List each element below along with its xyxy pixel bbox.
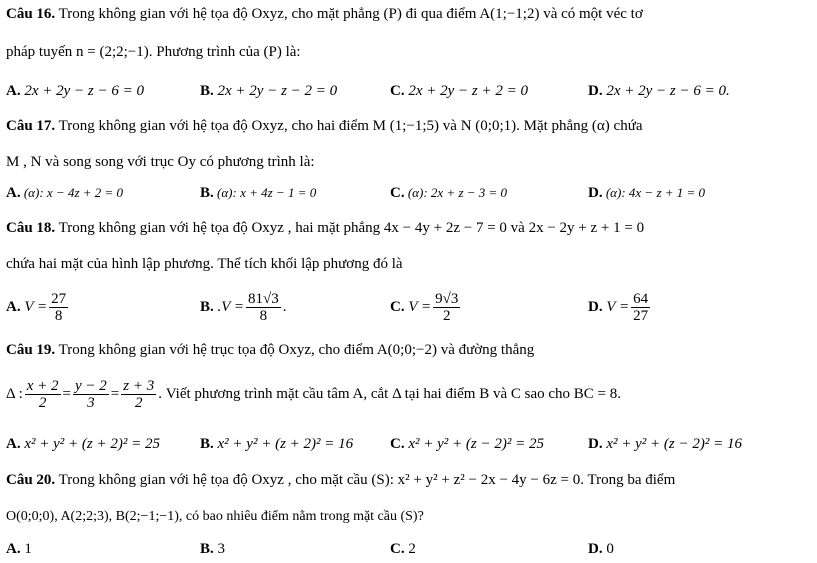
numerator: x + 2 [26,378,59,395]
denominator: 3 [87,395,95,412]
numerator: 81√3 [248,291,279,308]
option-letter: A. [6,185,21,201]
option-suffix: . [282,299,287,315]
q16-label: Câu 16. [6,6,56,22]
option-prefix: .V = [217,299,245,315]
option-text: 3 [217,541,226,557]
option-text: (α): x − 4z + 2 = 0 [23,185,124,200]
fraction [433,291,460,324]
q20-option-b[interactable] [200,539,225,559]
q17-text1: Trong không gian với hệ tọa độ Oxyz, cho hai điểm M (1;−1;5) và N (0;0;1). Mặt phẳng (α) chứa [58,118,643,134]
q16-option-a[interactable] [6,81,144,101]
option-prefix: V = [408,299,432,315]
option-text: 2x + 2y − z − 6 = 0 [24,83,144,99]
q17-option-a[interactable] [6,183,123,203]
q18-text1: Trong không gian với hệ tọa độ Oxyz , hai mặt phẳng 4x − 4y + 2z − 7 = 0 và 2x − 2y + z + 1 = 0 [58,220,645,236]
q16-text1: Trong không gian với hệ tọa độ Oxyz, cho mặt phẳng (P) đi qua điểm A(1;−1;2) và có một véc tơ [58,6,643,22]
q16-option-d[interactable] [588,81,730,101]
option-letter: C. [390,299,405,315]
q17-option-d[interactable] [588,183,705,203]
option-text: 2x + 2y − z − 2 = 0 [217,83,338,99]
q16-text2: pháp tuyến n = (2;2;−1). Phương trình của (P) là: [6,44,301,60]
q17-label: Câu 17. [6,118,56,134]
denominator: 2 [442,308,451,325]
option-letter: A. [6,436,21,452]
option-text: (α): 2x + z − 3 = 0 [407,185,508,200]
q20-line1 [6,470,811,490]
option-text: x² + y² + (z + 2)² = 16 [217,436,354,452]
q19-text1: Trong không gian với hệ trục tọa độ Oxyz, cho điểm A(0;0;−2) và đường thẳng [58,342,535,358]
delta-label: Δ : [6,386,23,402]
equals-sign: = [110,386,120,402]
denominator: 8 [54,308,63,325]
denominator: 2 [38,395,47,412]
option-prefix: V = [606,299,630,315]
option-text: x² + y² + (z − 2)² = 25 [408,436,544,452]
fraction-x [25,378,61,411]
option-letter: D. [588,83,603,99]
option-letter: C. [390,83,405,99]
q20-label: Câu 20. [6,472,56,488]
q16-option-c[interactable] [390,81,528,101]
option-letter: C. [390,185,405,201]
option-letter: A. [6,299,21,315]
q19-text2: . Viết phương trình mặt cầu tâm A, cắt Δ tại hai điểm B và C sao cho BC = 8. [158,386,621,402]
q20-line2 [6,507,811,527]
denominator: 27 [633,308,649,325]
numerator: 27 [51,291,67,308]
q19-label: Câu 19. [6,342,56,358]
option-text: (α): 4x − z + 1 = 0 [605,185,706,200]
option-letter: D. [588,185,603,201]
option-letter: C. [390,436,405,452]
option-letter: B. [200,436,214,452]
numerator: 9√3 [435,291,459,308]
q18-option-a[interactable] [6,287,70,327]
option-text: x² + y² + (z + 2)² = 25 [24,436,160,452]
option-letter: D. [588,299,603,315]
option-letter: A. [6,83,21,99]
numerator: y − 2 [75,378,107,395]
q20-option-c[interactable] [390,539,416,559]
q19-line1 [6,340,811,360]
q19-option-a[interactable] [6,434,160,454]
q18-option-c[interactable] [390,287,462,327]
q16-line2 [6,42,811,62]
option-letter: D. [588,436,603,452]
q16-line1 [6,4,811,24]
option-text: (α): x + 4z − 1 = 0 [217,185,317,200]
option-letter: B. [200,83,214,99]
q19-option-d[interactable] [588,434,742,454]
denominator: 8 [259,308,268,325]
q18-option-b[interactable] [200,287,287,327]
q17-option-b[interactable] [200,183,316,203]
q19-option-c[interactable] [390,434,544,454]
option-letter: D. [588,541,603,557]
denominator: 2 [134,395,143,412]
option-prefix: V = [24,299,48,315]
fraction [49,291,68,324]
q17-option-c[interactable] [390,183,507,203]
q19-option-b[interactable] [200,434,353,454]
option-text: 2x + 2y − z − 6 = 0. [606,83,730,99]
option-text: 2 [408,541,416,557]
fraction [246,291,281,324]
fraction [631,291,650,324]
q20-option-a[interactable] [6,539,32,559]
option-text: 2x + 2y − z + 2 = 0 [408,83,528,99]
fraction-y [73,378,109,411]
q18-line1 [6,218,811,238]
option-text: 0 [606,541,614,557]
numerator: 64 [633,291,649,308]
option-letter: B. [200,299,214,315]
equals-sign: = [62,386,71,402]
q17-line2 [6,152,811,172]
q18-option-d[interactable] [588,287,652,327]
option-text: x² + y² + (z − 2)² = 16 [606,436,742,452]
q16-option-b[interactable] [200,81,337,101]
fraction-z [121,378,156,411]
numerator: z + 3 [123,378,155,395]
option-text: 1 [24,541,32,557]
q17-text2: M , N và song song với trục Oy có phương trình là: [6,154,315,170]
option-letter: A. [6,541,21,557]
q19-line2 [6,374,811,414]
option-letter: B. [200,541,214,557]
option-letter: C. [390,541,405,557]
q20-option-d[interactable] [588,539,614,559]
q20-text1: Trong không gian với hệ tọa độ Oxyz , cho mặt cầu (S): x² + y² + z² − 2x − 4y − 6z = 0. Trong ba điểm [58,472,676,488]
q18-text2: chứa hai mặt của hình lập phương. Thể tích khối lập phương đó là [6,256,403,272]
q18-label: Câu 18. [6,220,56,236]
q20-text2: O(0;0;0), A(2;2;3), B(2;−1;−1), có bao nhiêu điểm nằm trong mặt cầu (S)? [6,509,424,524]
q17-line1 [6,116,811,136]
q18-line2 [6,254,811,274]
option-letter: B. [200,185,214,201]
